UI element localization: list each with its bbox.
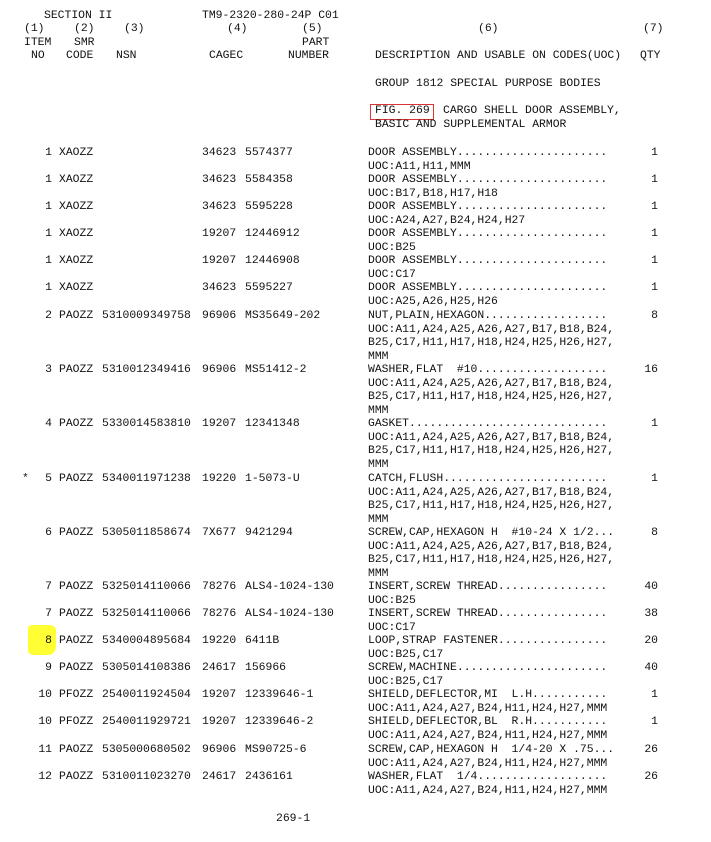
- smr-code: PFOZZ: [59, 716, 94, 728]
- smr-code: XAOZZ: [59, 201, 94, 213]
- nsn: 5305011858674: [102, 527, 191, 539]
- quantity: 1: [651, 282, 658, 294]
- smr-code: PAOZZ: [59, 581, 94, 593]
- quantity: 1: [651, 228, 658, 240]
- cage-code: 19207: [202, 255, 237, 267]
- col-title-qty: QTY: [640, 50, 661, 62]
- part-number: 5595227: [245, 282, 293, 294]
- col-title-smr: SMR: [74, 37, 95, 49]
- cage-code: 34623: [202, 147, 237, 159]
- col-number-4: (4): [227, 23, 248, 35]
- part-number: 12339646-2: [245, 716, 314, 728]
- cage-code: 34623: [202, 174, 237, 186]
- part-number: MS51412-2: [245, 364, 307, 376]
- quantity: 1: [651, 473, 658, 485]
- part-number: 5584358: [245, 174, 293, 186]
- section-label: SECTION II: [44, 10, 113, 22]
- smr-code: PAOZZ: [59, 608, 94, 620]
- nsn: 5310011023270: [102, 771, 191, 783]
- quantity: 1: [651, 716, 658, 728]
- nsn: 5340011971238: [102, 473, 191, 485]
- description: SCREW,CAP,HEXAGON H #10-24 X 1/2... UOC:A11,A24,A25,A26,A27,B17,B18,B24, B25,C17,H11,H17,H18,H24,H25,H26,H27, MMM: [368, 527, 615, 580]
- item-number: 6: [45, 527, 52, 539]
- col-number-2: (2): [74, 23, 95, 35]
- cage-code: 24617: [202, 771, 237, 783]
- smr-code: PFOZZ: [59, 689, 94, 701]
- quantity: 26: [644, 744, 658, 756]
- col-title-item-no: NO: [31, 50, 45, 62]
- item-number: 7: [45, 581, 52, 593]
- col-number-6: (6): [478, 23, 499, 35]
- col-title-description: DESCRIPTION AND USABLE ON CODES(UOC): [375, 50, 622, 62]
- quantity: 26: [644, 771, 658, 783]
- cage-code: 96906: [202, 364, 237, 376]
- part-number: ALS4-1024-130: [245, 581, 334, 593]
- col-title-smr-code: CODE: [66, 50, 94, 62]
- cage-code: 78276: [202, 608, 237, 620]
- part-number: 12339646-1: [245, 689, 314, 701]
- description: INSERT,SCREW THREAD................ UOC:C17: [368, 608, 608, 634]
- cage-code: 34623: [202, 201, 237, 213]
- part-number: 12341348: [245, 418, 300, 430]
- part-number: ALS4-1024-130: [245, 608, 334, 620]
- figure-label: FIG. 269: [375, 105, 430, 117]
- item-number: 4: [45, 418, 52, 430]
- item-number: 10: [38, 689, 52, 701]
- nsn: 2540011929721: [102, 716, 191, 728]
- cage-code: 96906: [202, 310, 237, 322]
- description: DOOR ASSEMBLY...................... UOC:C17: [368, 255, 608, 281]
- smr-code: PAOZZ: [59, 364, 94, 376]
- quantity: 1: [651, 201, 658, 213]
- description: INSERT,SCREW THREAD................ UOC:B25: [368, 581, 608, 607]
- item-number: 5: [45, 473, 52, 485]
- nsn: 5310009349758: [102, 310, 191, 322]
- cage-code: 19220: [202, 635, 237, 647]
- smr-code: XAOZZ: [59, 255, 94, 267]
- smr-code: XAOZZ: [59, 228, 94, 240]
- quantity: 1: [651, 147, 658, 159]
- smr-code: PAOZZ: [59, 635, 94, 647]
- item-number: 8: [45, 635, 52, 647]
- col-title-part-number: NUMBER: [288, 50, 330, 62]
- col-number-7: (7): [643, 23, 664, 35]
- smr-code: XAOZZ: [59, 282, 94, 294]
- item-number: 11: [38, 744, 52, 756]
- item-number: 7: [45, 608, 52, 620]
- part-number: 5595228: [245, 201, 293, 213]
- col-title-part: PART: [302, 37, 330, 49]
- item-number: 10: [38, 716, 52, 728]
- nsn: 5330014583810: [102, 418, 191, 430]
- smr-code: PAOZZ: [59, 771, 94, 783]
- group-title: GROUP 1812 SPECIAL PURPOSE BODIES: [375, 78, 601, 90]
- quantity: 1: [651, 174, 658, 186]
- nsn: 5325014110066: [102, 608, 191, 620]
- cage-code: 24617: [202, 662, 237, 674]
- part-number: 156966: [245, 662, 287, 674]
- quantity: 1: [651, 255, 658, 267]
- col-number-3: (3): [124, 23, 145, 35]
- quantity: 40: [644, 662, 658, 674]
- description: DOOR ASSEMBLY...................... UOC:A25,A26,H25,H26: [368, 282, 608, 308]
- col-number-1: (1): [24, 23, 45, 35]
- item-number: 3: [45, 364, 52, 376]
- quantity: 8: [651, 310, 658, 322]
- nsn: 5340004895684: [102, 635, 191, 647]
- part-number: 1-5073-U: [245, 473, 300, 485]
- item-number: 1: [45, 255, 52, 267]
- description: CATCH,FLUSH........................ UOC:A11,A24,A25,A26,A27,B17,B18,B24, B25,C17,H11,H17,H18,H24,H25,H26,H27, MMM: [368, 473, 615, 526]
- cage-code: 19207: [202, 418, 237, 430]
- figure-title-line2: BASIC AND SUPPLEMENTAL ARMOR: [375, 119, 567, 131]
- figure-title-line1: CARGO SHELL DOOR ASSEMBLY,: [443, 105, 621, 117]
- item-number: 2: [45, 310, 52, 322]
- item-number: 9: [45, 662, 52, 674]
- cage-code: 7X677: [202, 527, 237, 539]
- part-number: 2436161: [245, 771, 293, 783]
- nsn: 2540011924504: [102, 689, 191, 701]
- description: DOOR ASSEMBLY...................... UOC:B17,B18,H17,H18: [368, 174, 608, 200]
- quantity: 38: [644, 608, 658, 620]
- part-number: 5574377: [245, 147, 293, 159]
- smr-code: XAOZZ: [59, 147, 94, 159]
- part-number: 9421294: [245, 527, 293, 539]
- cage-code: 19220: [202, 473, 237, 485]
- item-number: 1: [45, 282, 52, 294]
- col-title-cagec: CAGEC: [209, 50, 244, 62]
- smr-code: PAOZZ: [59, 662, 94, 674]
- row-mark: *: [22, 473, 29, 485]
- smr-code: PAOZZ: [59, 473, 94, 485]
- col-number-5: (5): [302, 23, 323, 35]
- smr-code: XAOZZ: [59, 174, 94, 186]
- description: GASKET............................. UOC:A11,A24,A25,A26,A27,B17,B18,B24, B25,C17,H11,H17,H18,H24,H25,H26,H27, MMM: [368, 418, 615, 471]
- description: WASHER,FLAT #10................... UOC:A11,A24,A25,A26,A27,B17,B18,B24, B25,C17,H11,H17,H18,H24,H25,H26,H27, MMM: [368, 364, 615, 417]
- quantity: 20: [644, 635, 658, 647]
- nsn: 5305014108386: [102, 662, 191, 674]
- description: SCREW,CAP,HEXAGON H 1/4-20 X .75... UOC:A11,A24,A27,B24,H11,H24,H27,MMM: [368, 744, 615, 770]
- nsn: 5305000680502: [102, 744, 191, 756]
- cage-code: 19207: [202, 689, 237, 701]
- page-number: 269-1: [276, 813, 311, 825]
- cage-code: 19207: [202, 716, 237, 728]
- quantity: 40: [644, 581, 658, 593]
- col-title-nsn: NSN: [116, 50, 137, 62]
- quantity: 8: [651, 527, 658, 539]
- item-number: 1: [45, 201, 52, 213]
- smr-code: PAOZZ: [59, 310, 94, 322]
- part-number: MS90725-6: [245, 744, 307, 756]
- quantity: 1: [651, 418, 658, 430]
- quantity: 16: [644, 364, 658, 376]
- item-number: 1: [45, 147, 52, 159]
- description: DOOR ASSEMBLY...................... UOC:A11,H11,MMM: [368, 147, 608, 173]
- part-number: 6411B: [245, 635, 280, 647]
- cage-code: 34623: [202, 282, 237, 294]
- cage-code: 96906: [202, 744, 237, 756]
- nsn: 5325014110066: [102, 581, 191, 593]
- part-number: 12446912: [245, 228, 300, 240]
- part-number: MS35649-202: [245, 310, 321, 322]
- item-number: 12: [38, 771, 52, 783]
- col-title-item: ITEM: [24, 37, 52, 49]
- tm-number: TM9-2320-280-24P C01: [202, 10, 339, 22]
- cage-code: 19207: [202, 228, 237, 240]
- smr-code: PAOZZ: [59, 744, 94, 756]
- cage-code: 78276: [202, 581, 237, 593]
- quantity: 1: [651, 689, 658, 701]
- nsn: 5310012349416: [102, 364, 191, 376]
- description: WASHER,FLAT 1/4................... UOC:A11,A24,A27,B24,H11,H24,H27,MMM: [368, 771, 608, 797]
- description: SHIELD,DEFLECTOR,BL R.H........... UOC:A11,A24,A27,B24,H11,H24,H27,MMM: [368, 716, 608, 742]
- smr-code: PAOZZ: [59, 527, 94, 539]
- description: SCREW,MACHINE...................... UOC:B25,C17: [368, 662, 608, 688]
- item-number: 1: [45, 174, 52, 186]
- item-number: 1: [45, 228, 52, 240]
- description: LOOP,STRAP FASTENER................ UOC:B25,C17: [368, 635, 608, 661]
- part-number: 12446908: [245, 255, 300, 267]
- description: SHIELD,DEFLECTOR,MI L.H........... UOC:A11,A24,A27,B24,H11,H24,H27,MMM: [368, 689, 608, 715]
- smr-code: PAOZZ: [59, 418, 94, 430]
- description: DOOR ASSEMBLY...................... UOC:B25: [368, 228, 608, 254]
- description: NUT,PLAIN,HEXAGON.................. UOC:A11,A24,A25,A26,A27,B17,B18,B24, B25,C17,H11,H17,H18,H24,H25,H26,H27, MMM: [368, 310, 615, 363]
- description: DOOR ASSEMBLY...................... UOC:A24,A27,B24,H24,H27: [368, 201, 608, 227]
